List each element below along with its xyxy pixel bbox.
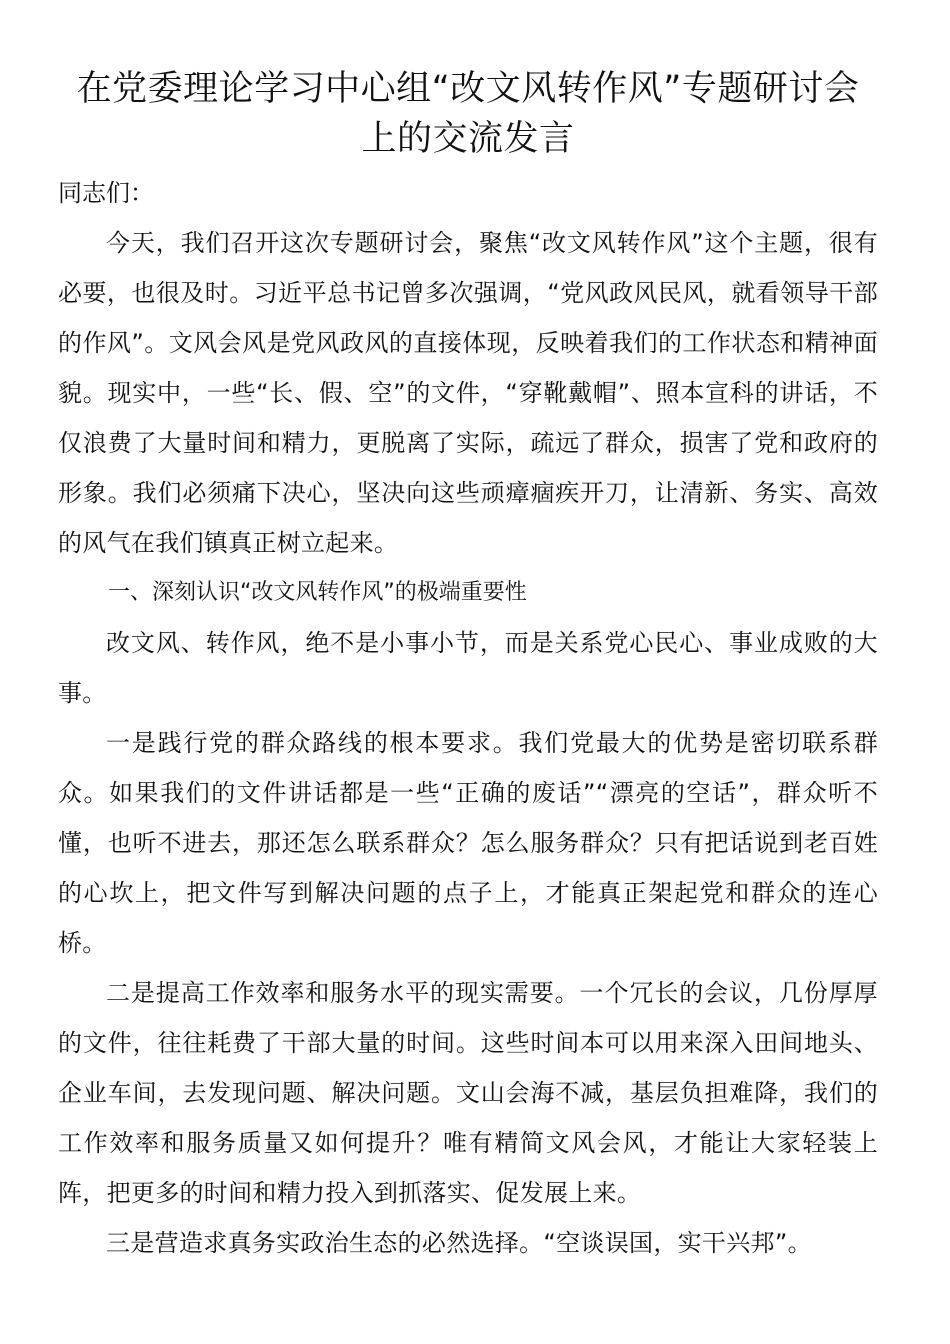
- paragraph-point-1: 一是践行党的群众路线的根本要求。我们党最大的优势是密切联系群众。如果我们的文件讲话都是一些“正确的废话”“漂亮的空话”，群众听不懂，也听不进去，那还怎么联系群众？怎么服务群众？只有把话说到老百姓的心坎上，把文件写到解决问题的点子上，才能真正架起党和群众的连心桥。: [58, 729, 878, 957]
- title-line-1: 在党委理论学习中心组“改文风转作风”专题研讨会: [76, 69, 860, 109]
- paragraph-section-1-lead: 改文风、转作风，绝不是小事小节，而是关系党心民心、事业成败的大事。: [58, 629, 878, 707]
- paragraph-point-2: 二是提高工作效率和服务水平的现实需要。一个冗长的会议，几份厚厚的文件，往往耗费了干部大量的时间。这些时间本可以用来深入田间地头、企业车间，去发现问题、解决问题。文山会海不减，基层负担难降，我们的工作效率和服务质量又如何提升？唯有精简文风会风，才能让大家轻装上阵，把更多的时间和精力投入到抓落实、促发展上来。: [58, 979, 878, 1207]
- document-page: [58, 64, 878, 1268]
- document-title: [58, 64, 878, 164]
- paragraph-point-3: 三是营造求真务实政治生态的必然选择。“空谈误国，实干兴邦”。: [106, 1229, 812, 1257]
- salutation: 同志们：: [58, 179, 154, 207]
- paragraph-intro: 今天，我们召开这次专题研讨会，聚焦“改文风转作风”这个主题，很有必要，也很及时。习近平总书记曾多次强调，“党风政风民风，就看领导干部的作风”。文风会风是党风政风的直接体现，反映着我们的工作状态和精神面貌。现实中，一些“长、假、空”的文件，“穿靴戴帽”、照本宣科的讲话，不仅浪费了大量时间和精力，更脱离了实际，疏远了群众，损害了党和政府的形象。我们必须痛下决心，坚决向这些顽瘴痼疾开刀，让清新、务实、高效的风气在我们镇真正树立起来。: [58, 229, 878, 557]
- title-line-2: 上的交流发言: [361, 119, 575, 159]
- section-heading-1: 一、深刻认识“改文风转作风”的极端重要性: [108, 580, 527, 605]
